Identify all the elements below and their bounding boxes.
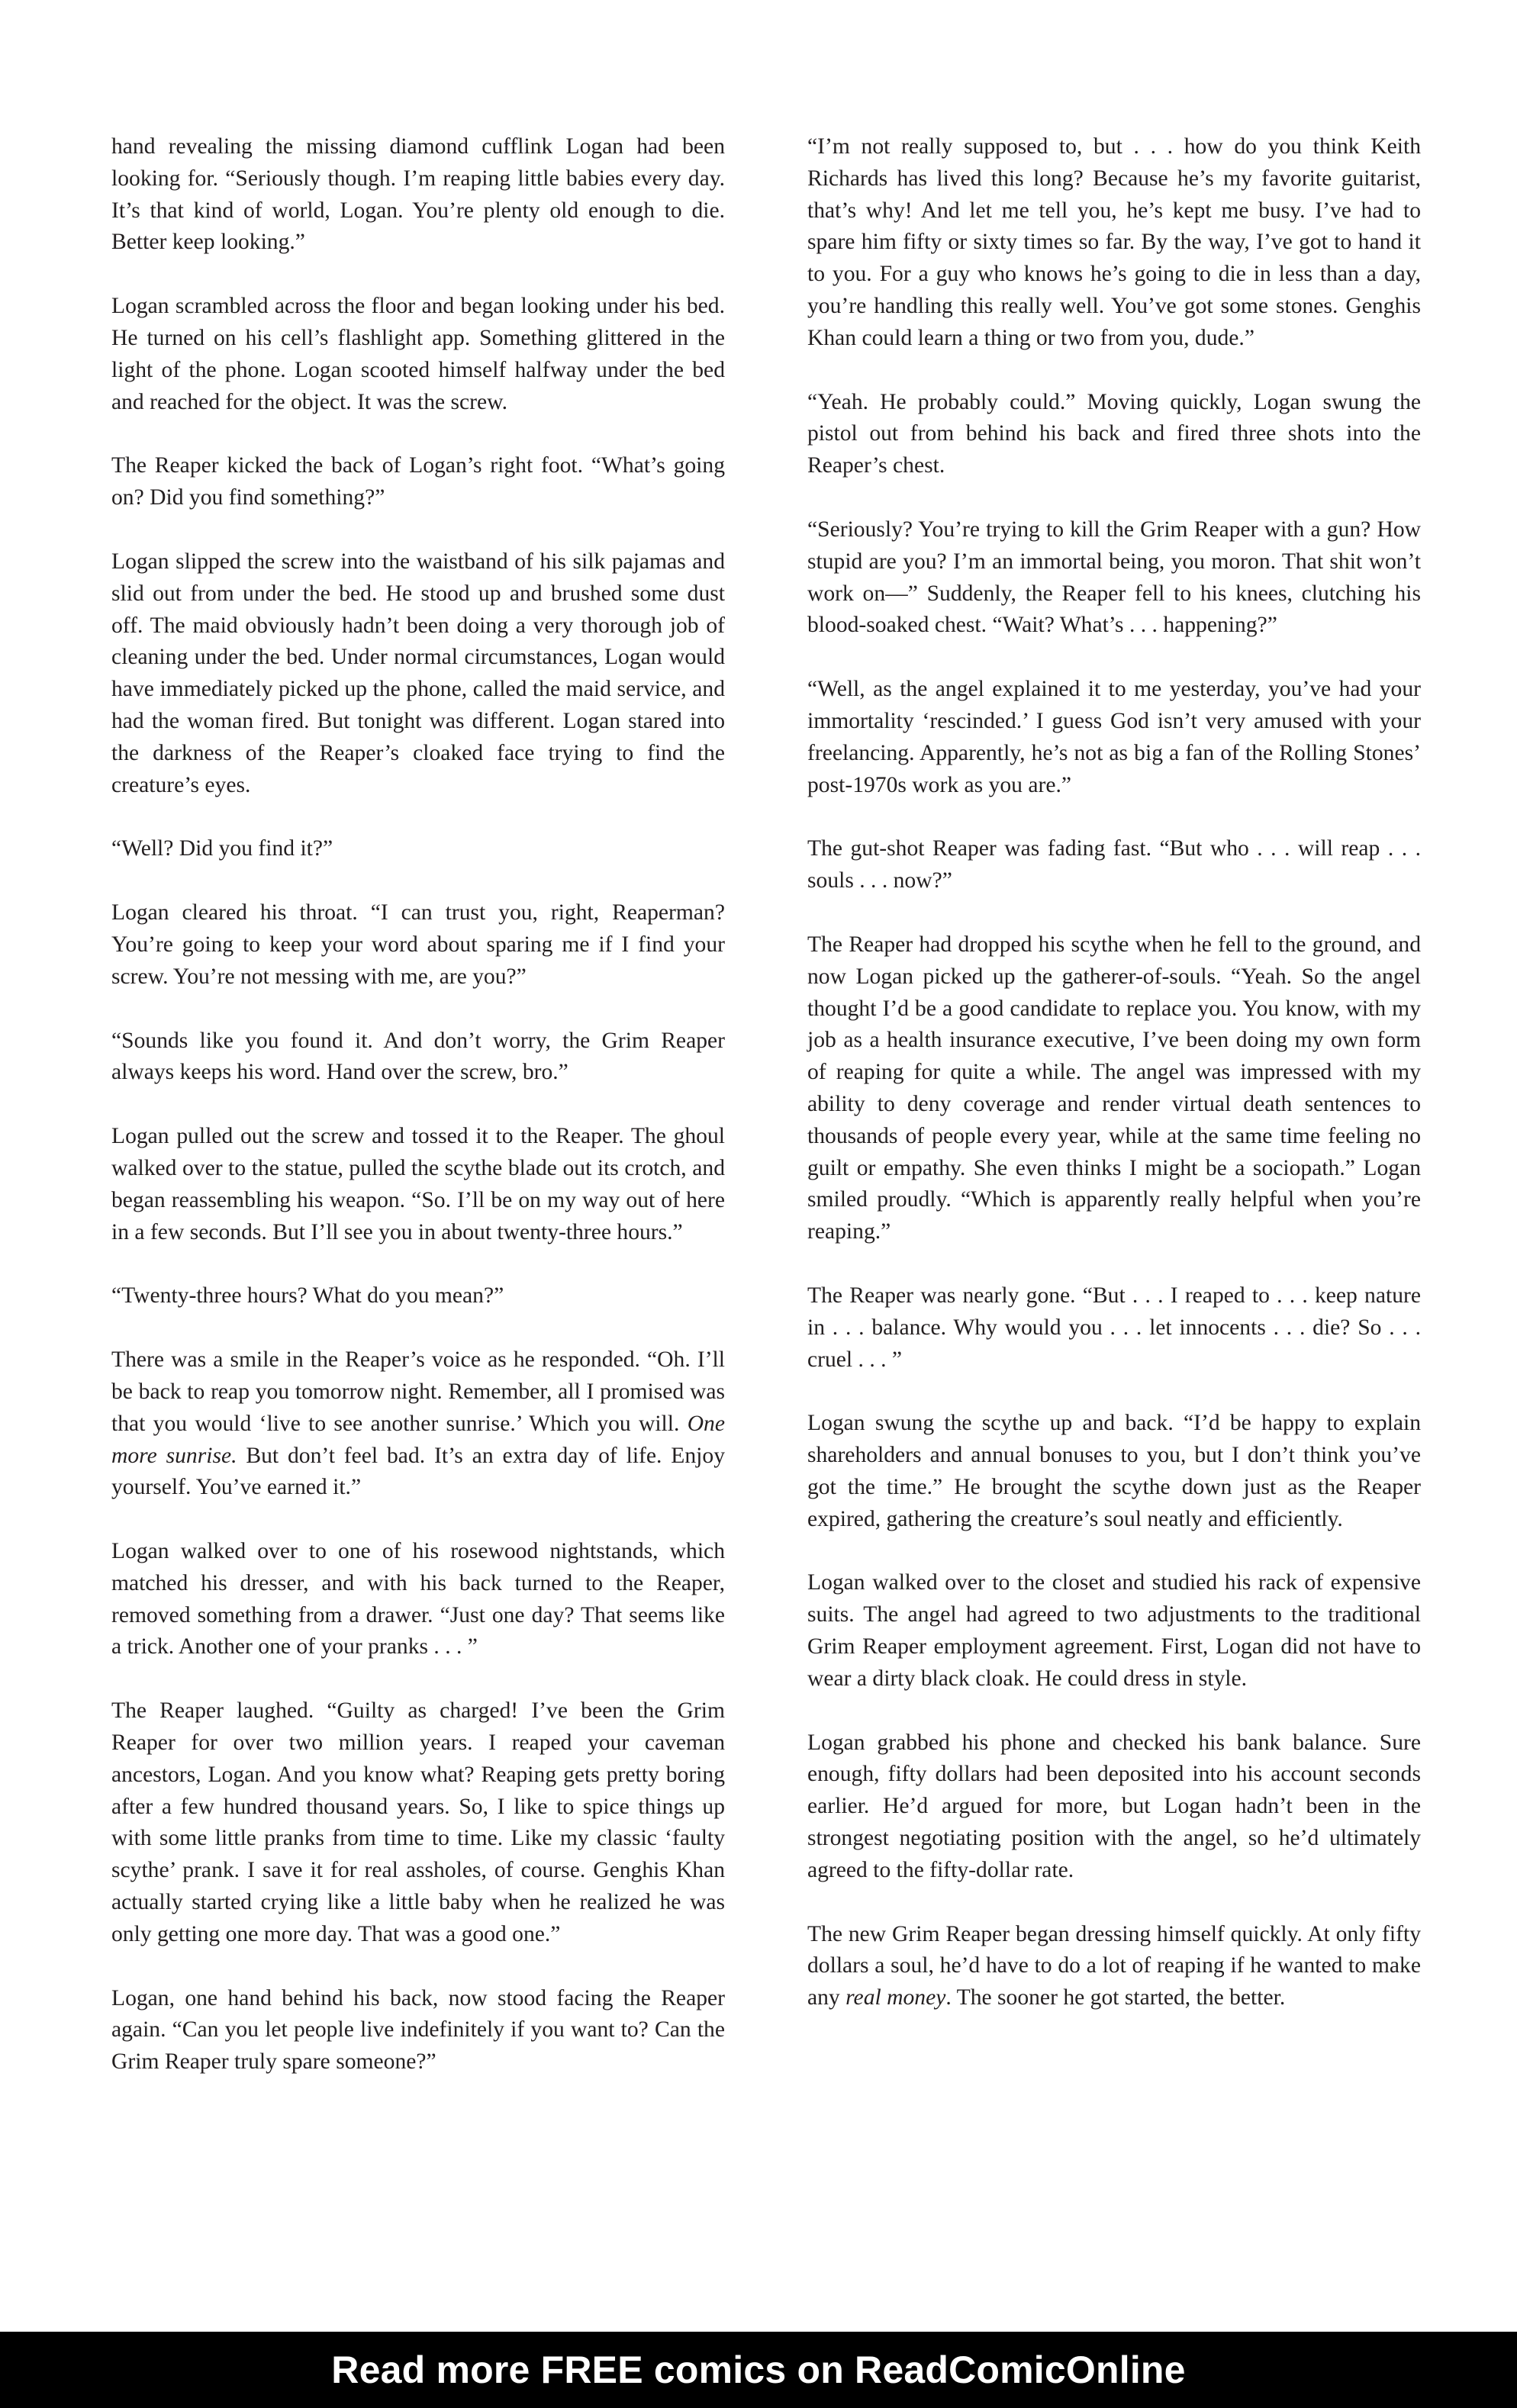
paragraph: The Reaper had dropped his scythe when he fell to the ground, and now Logan picked up the gatherer-of-souls. “Yeah. So the angel thought I’d be a good candidate to replace you. You know, with my job as a health insurance executive, I’ve been doing my own form of reaping for quite a while. The angel was impressed with my ability to deny coverage and render virtual death sentences to thousands of people every year, while at the same time feeling no guilt or empathy. She even thinks I might be a sociopath.” Logan smiled proudly. “Which is apparently really helpful when you’re reaping.” — [807, 932, 1421, 1244]
paragraph-text: . The sooner he got started, the better. — [945, 1985, 1286, 2010]
paragraph: “Sounds like you found it. And don’t worry, the Grim Reaper always keeps his word. Hand over the screw, bro.” — [111, 1028, 725, 1085]
paragraph-text: But don’t feel bad. It’s an extra day of life. Enjoy yourself. You’ve earned it.” — [111, 1443, 725, 1500]
paragraph: “Well, as the angel explained it to me yesterday, you’ve had your immortality ‘rescinded.’ I guess God isn’t very amused with your freelancing. Apparently, he’s not as big a fan of the Rolling Stones’ post-1970s work as you are.” — [807, 677, 1421, 797]
paragraph: “Yeah. He probably could.” Moving quickly, Logan swung the pistol out from behind his back and fired three shots into the Reaper’s chest. — [807, 389, 1421, 478]
paragraph: Logan walked over to the closet and studied his rack of expensive suits. The angel had agreed to two adjustments to the traditional Grim Reaper employment agreement. First, Logan did not have to wear a dirty black cloak. He could dress in style. — [807, 1570, 1421, 1691]
paragraph-text: The new Grim Reaper began dressing himself quickly. At only fifty dollars a soul, he’d have to do a lot of reaping if he wanted to make any — [807, 1921, 1421, 2010]
paragraph-text: There was a smile in the Reaper’s voice as he responded. “Oh. I’ll be back to reap you tomorrow night. Remember, all I promised was that you would ‘live to see another sunrise.’ Which you will. — [111, 1347, 725, 1436]
paragraph: The Reaper laughed. “Guilty as charged! I’ve been the Grim Reaper for over two million years. I reaped your caveman ancestors, Logan. And you know what? Reaping gets pretty boring after a few hundred thousand years. So, I like to spice things up with some little pranks from time to time. Like my classic ‘faulty scythe’ prank. I save it for real assholes, of course. Genghis Khan actually started crying like a little baby when he realized he was only getting one more day. That was a good one.” — [111, 1698, 725, 1946]
emphasis-text: real money — [845, 1985, 946, 2010]
paragraph: Logan slipped the screw into the waistband of his silk pajamas and slid out from under the bed. He stood up and brushed some dust off. The maid obviously hadn’t been doing a very thorough job of cleaning under the bed. Under normal circumstances, Logan would have immediately picked up the phone, called the maid service, and had the woman fired. But tonight was different. Logan stared into the darkness of the Reaper’s cloaked face trying to find the creature’s eyes. — [111, 549, 725, 797]
paragraph: Logan scrambled across the floor and began looking under his bed. He turned on his cell’s flashlight app. Something glittered in the light of the phone. Logan scooted himself halfway under the bed and reached for the object. It was the screw. — [111, 294, 725, 414]
paragraph: “I’m not really supposed to, but . . . how do you think Keith Richards has lived this long? Because he’s my favorite guitarist, that’s why! And let me tell you, he’s kept me busy. I’ve had to spare him fifty or sixty times so far. By the way, I’ve got to hand it to you. For a guy who knows he’s going to die in less than a day, you’re handling this really well. You’ve got some stones. Genghis Khan could learn a thing or two from you, dude.” — [807, 134, 1421, 350]
paragraph: “Twenty-three hours? What do you mean?” — [111, 1283, 504, 1309]
paragraph: hand revealing the missing diamond cufflink Logan had been looking for. “Seriously though. I’m reaping little babies every day. It’s that kind of world, Logan. You’re plenty old enough to die. Better keep looking.” — [111, 134, 725, 255]
paragraph: Logan pulled out the screw and tossed it to the Reaper. The ghoul walked over to the statue, pulled the scythe blade out its crotch, and began reassembling his weapon. “So. I’ll be on my way out of here in a few seconds. But I’ll see you in about twenty-three hours.” — [111, 1124, 725, 1244]
paragraph: The Reaper kicked the back of Logan’s right foot. “What’s going on? Did you find something?” — [111, 453, 725, 510]
paragraph: “Well? Did you find it?” — [111, 836, 333, 861]
paragraph: Logan grabbed his phone and checked his bank balance. Sure enough, fifty dollars had been deposited into his account seconds earlier. He’d argued for more, but Logan hadn’t been in the strongest negotiating position with the angel, so he’d ultimately agreed to the fifty-dollar rate. — [807, 1730, 1421, 1882]
paragraph: The Reaper was nearly gone. “But . . . I reaped to . . . keep nature in . . . balance. Why would you . . . let innocents . . . die? So . . . cruel . . . ” — [807, 1283, 1421, 1372]
paragraph: Logan walked over to one of his rosewood nightstands, which matched his dresser, and with his back turned to the Reaper, removed something from a drawer. “Just one day? That seems like a trick. Another one of your pranks . . . ” — [111, 1539, 725, 1660]
paragraph — [807, 1919, 1421, 2014]
paragraph: The gut-shot Reaper was fading fast. “But who . . . will reap . . . souls . . . now?” — [807, 836, 1421, 893]
paragraph: Logan, one hand behind his back, now stood facing the Reaper again. “Can you let people live indefinitely if you want to? Can the Grim Reaper truly spare someone?” — [111, 1985, 725, 2075]
footer-link-text[interactable]: Read more FREE comics on ReadComicOnline — [331, 2348, 1186, 2391]
emphasis-text: One more sunrise. — [111, 1411, 725, 1468]
paragraph: Logan cleared his throat. “I can trust you, right, Reaperman? You’re going to keep your word about sparing me if I find your screw. You’re not messing with me, are you?” — [111, 900, 725, 989]
right-column — [807, 131, 1421, 2046]
footer-banner[interactable] — [0, 2332, 1517, 2408]
paragraph — [111, 1344, 725, 1504]
paragraph: “Seriously? You’re trying to kill the Grim Reaper with a gun? How stupid are you? I’m an immortal being, you moron. That shit won’t work on—” Suddenly, the Reaper fell to his knees, clutching his blood-soaked chest. “Wait? What’s . . . happening?” — [807, 517, 1421, 638]
left-column — [111, 131, 725, 2110]
paragraph: Logan swung the scythe up and back. “I’d be happy to explain shareholders and annual bonuses to you, but I don’t think you’ve got the time.” He brought the scythe down just as the Reaper expired, gathering the creature’s soul neatly and efficiently. — [807, 1411, 1421, 1531]
